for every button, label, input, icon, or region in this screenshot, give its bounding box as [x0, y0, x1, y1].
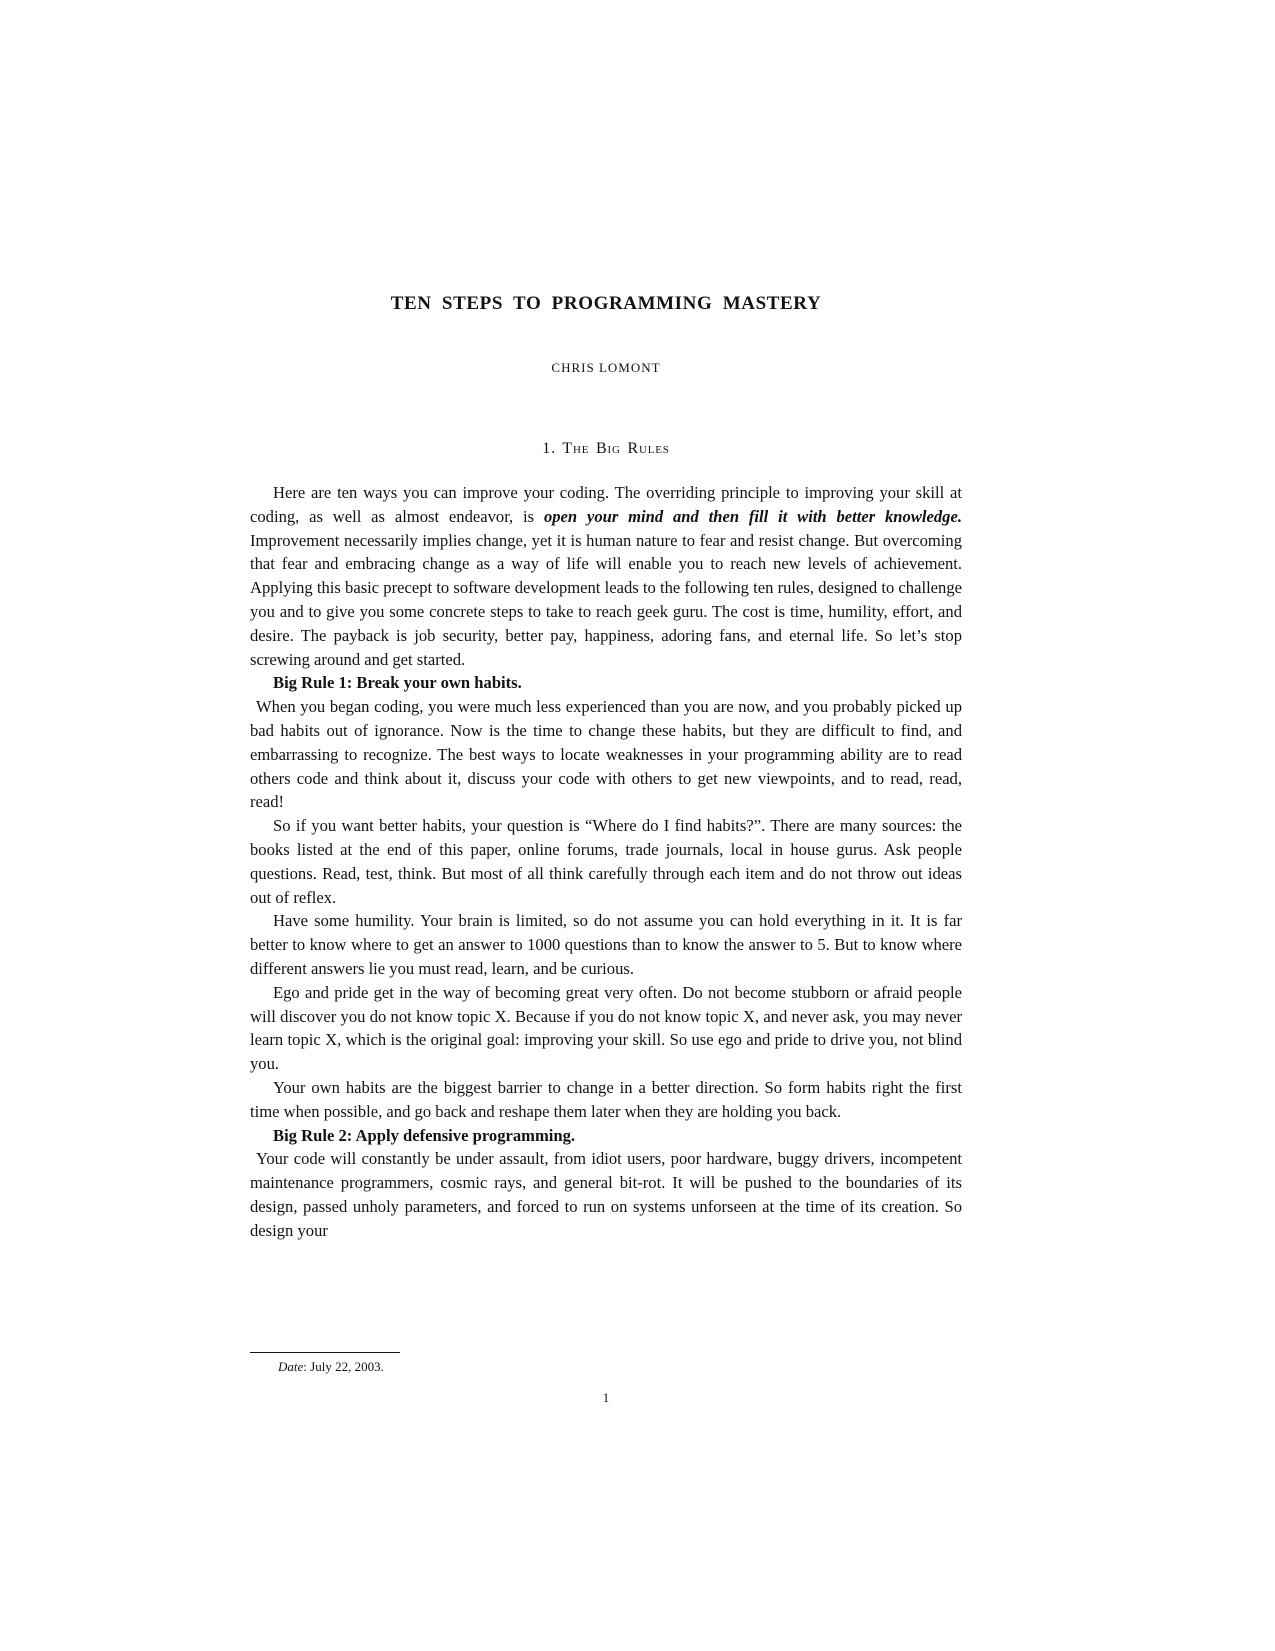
intro-paragraph	[250, 481, 962, 671]
rule1-paragraph-5: Your own habits are the biggest barrier to change in a better direction. So form habits right the first time when possible, and go back and reshape them later when they are holding you back.	[250, 1077, 962, 1121]
intro-text-before: Here are ten ways you can improve your coding. The overriding principle to improving your skill at coding, as well as almost endeavor, is	[250, 483, 962, 526]
intro-text-after: Improvement necessarily implies change, yet it is human nature to fear and resist change. But overcoming that fear and embracing change as a way of life will enable you to reach new levels of achievement. Applying this basic precept to software development leads to the following ten rules, designed to challenge you and to give you some concrete steps to take to reach geek guru. The cost is time, humility, effort, and desire. The payback is job security, better pay, happiness, adoring fans, and eternal life. So let’s stop screwing around and get started.	[250, 530, 962, 669]
footnote	[250, 1352, 962, 1375]
rule2-paragraph-1: Your code will constantly be under assault, from idiot users, poor hardware, buggy drivers, incompetent maintenance programmers, cosmic rays, and general bit-rot. It will be pushed to the boundaries of its design, passed unholy parameters, and forced to run on systems unforseen at the time of its creation. So design your	[250, 1149, 962, 1240]
rule2-heading: Big Rule 2: Apply defensive programming.	[273, 1125, 576, 1145]
rule1-paragraph-2: So if you want better habits, your question is “Where do I find habits?”. There are many sources: the books listed at the end of this paper, online forums, trade journals, local in house gurus. Ask people questions. Read, test, think. But most of all think carefully through each item and do not throw out ideas out of reflex.	[250, 816, 962, 907]
footnote-rule	[250, 1352, 400, 1353]
rule1-paragraph-3: Have some humility. Your brain is limited, so do not assume you can hold everything in it. It is far better to know where to get an answer to 1000 questions than to know the answer to 5. But to know where different answers lie you must read, learn, and be curious.	[250, 911, 962, 978]
section-heading: 1. The Big Rules	[542, 440, 670, 457]
rule1-paragraph-1: When you began coding, you were much less experienced than you are now, and you probably picked up bad habits out of ignorance. Now is the time to change these habits, but they are difficult to find, and embarrassing to recognize. The best ways to locate weaknesses in your programming ability are to read others code and think about it, discuss your code with others to get new viewpoints, and to read, read, read!	[250, 697, 962, 812]
rule1-heading: Big Rule 1: Break your own habits.	[273, 673, 522, 693]
paper-title: TEN STEPS TO PROGRAMMING MASTERY	[390, 293, 822, 314]
paper-content	[250, 0, 962, 1243]
footnote-text: : July 22, 2003.	[303, 1359, 384, 1374]
bold-italic-phrase: open your mind and then fill it with better knowledge.	[543, 506, 962, 526]
page-number: 1	[602, 1390, 610, 1405]
footnote-label: Date	[278, 1359, 304, 1374]
paper-author: CHRIS LOMONT	[551, 360, 661, 375]
rule1-paragraph-4: Ego and pride get in the way of becoming great very often. Do not become stubborn or afraid people will discover you do not know topic X. Because if you do not know topic X, and never ask, you may never learn topic X, which is the original goal: improving your skill. So use ego and pride to drive you, not blind you.	[250, 982, 962, 1074]
footnote-body	[250, 1359, 962, 1375]
paper-body	[250, 481, 962, 1243]
